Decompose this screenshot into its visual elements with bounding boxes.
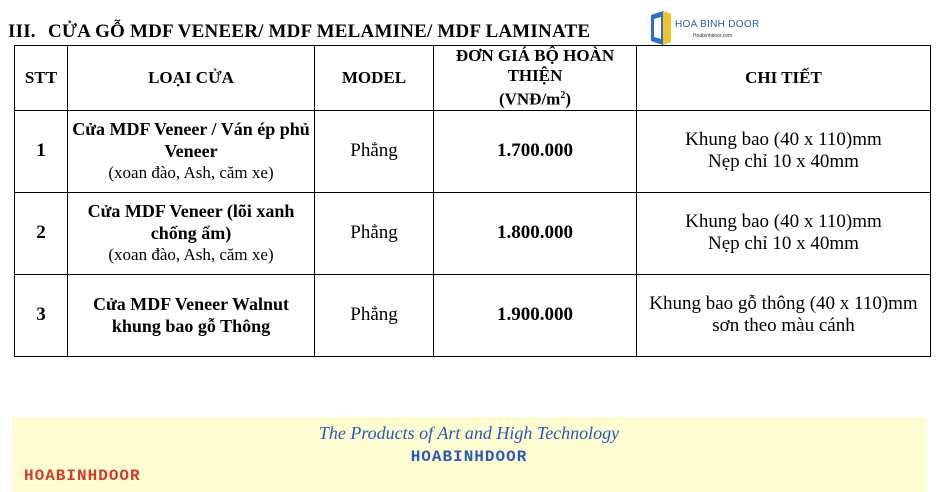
door-logo-icon	[649, 11, 673, 45]
header-price-unit-end: )	[565, 89, 572, 109]
row-price: 1.700.000	[434, 110, 637, 192]
row-price: 1.900.000	[434, 274, 637, 356]
row-detail	[637, 110, 931, 192]
header-model: MODEL	[315, 46, 434, 111]
row-detail	[637, 192, 931, 274]
footer-tagline: The Products of Art and High Technology	[318, 423, 620, 443]
row-type	[68, 192, 315, 274]
row-model: Phẳng	[315, 192, 434, 274]
header-detail: CHI TIẾT	[637, 46, 931, 111]
row-detail-line1: Khung bao (40 x 110)mm	[685, 211, 882, 233]
row-stt: 1	[15, 110, 68, 192]
table-row	[15, 110, 931, 192]
row-detail-line2: Nẹp chỉ 10 x 40mm	[708, 151, 859, 173]
section-title: CỬA GỖ MDF VENEER/ MDF MELAMINE/ MDF LAMINATE	[48, 21, 591, 42]
table-row	[15, 192, 931, 274]
row-type	[68, 274, 315, 356]
header-price-label: ĐƠN GIÁ BỘ HOÀN THIỆN	[455, 46, 615, 85]
row-stt: 2	[15, 192, 68, 274]
row-detail-line1: Khung bao (40 x 110)mm	[685, 129, 882, 151]
row-detail-line1: Khung bao gỗ thông (40 x 110)mm sơn theo màu cánh	[649, 293, 918, 337]
page-footer	[12, 417, 926, 492]
footer-brand: HOABINHDOOR	[410, 448, 528, 466]
table-header-row	[15, 46, 931, 111]
footer-brand-partial: HOABINHDOOR	[24, 467, 141, 485]
section-heading	[8, 21, 590, 43]
row-type	[68, 110, 315, 192]
header-price-unit-sup: 2	[560, 90, 566, 101]
table-row	[15, 274, 931, 356]
row-type-sub: (xoan đào, Ash, căm xe)	[108, 245, 274, 265]
row-type-sub: (xoan đào, Ash, căm xe)	[108, 163, 274, 183]
row-stt: 3	[15, 274, 68, 356]
row-detail-line2: Nẹp chỉ 10 x 40mm	[708, 233, 859, 255]
header-price	[434, 46, 637, 111]
header-price-unit: (VNĐ/m	[498, 89, 561, 109]
row-type-main: Cửa MDF Veneer (lõi xanh chống ẩm)	[87, 201, 295, 244]
row-type-main: Cửa MDF Veneer Walnut khung bao gỗ Thông	[93, 294, 289, 337]
logo-text: HOA BINH DOOR	[675, 19, 760, 30]
brand-logo	[649, 9, 759, 47]
row-model: Phẳng	[315, 110, 434, 192]
header-stt: STT	[15, 46, 68, 111]
row-price: 1.800.000	[434, 192, 637, 274]
price-table	[14, 45, 931, 357]
row-type-main: Cửa MDF Veneer / Ván ép phủ Veneer	[72, 119, 310, 162]
section-number: III.	[8, 21, 36, 42]
row-detail	[637, 274, 931, 356]
header-type: LOẠI CỬA	[68, 46, 315, 111]
row-model: Phẳng	[315, 274, 434, 356]
logo-subtext: Hoabinhdoor.com	[693, 33, 733, 39]
header-price-unit-line	[438, 86, 632, 110]
